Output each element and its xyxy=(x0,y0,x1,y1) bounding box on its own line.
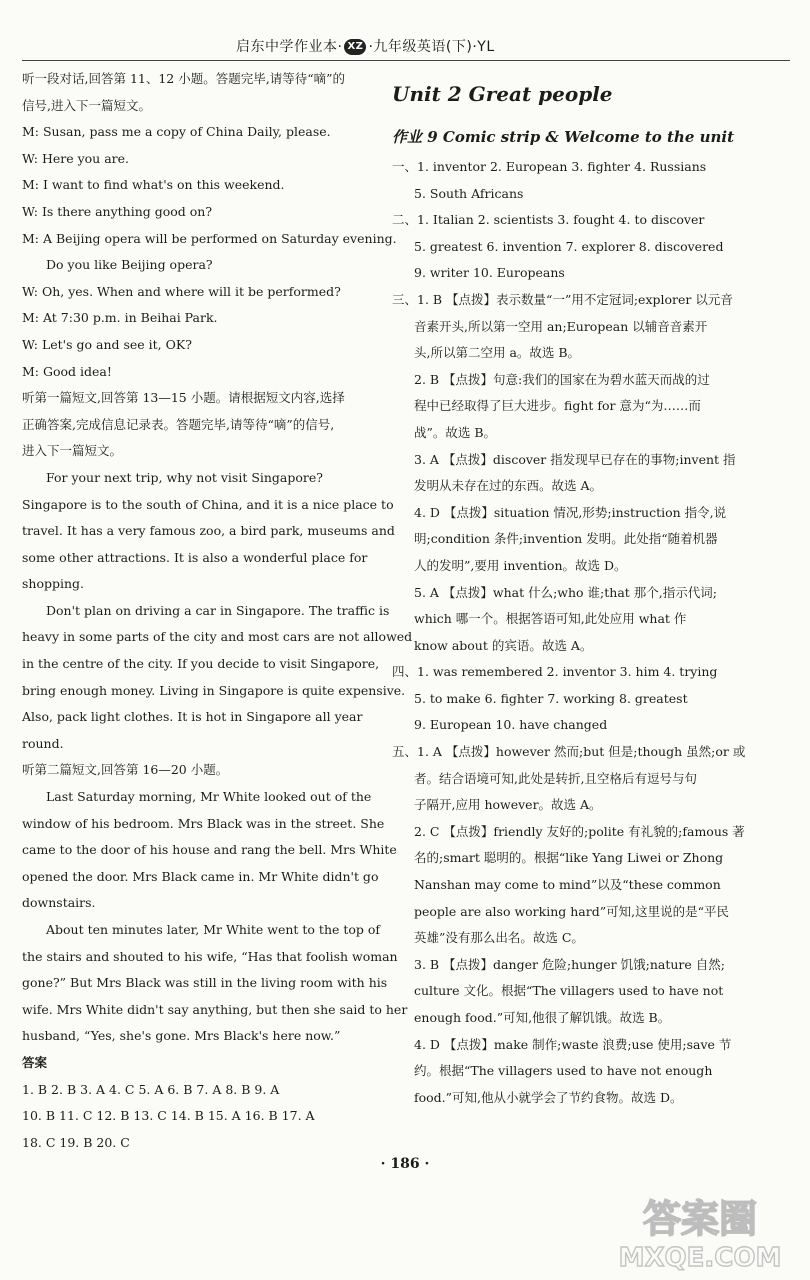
left-column-line: wife. Mrs White didn't say anything, but then she said to her xyxy=(22,1001,408,1017)
left-column-line: 听第二篇短文,回答第 16—20 小题。 xyxy=(22,762,229,778)
header-divider xyxy=(22,60,790,61)
left-column-line: some other attractions. It is also a wonderful place for xyxy=(22,549,368,565)
header-title xyxy=(236,36,495,56)
right-column xyxy=(392,66,764,1111)
answer-line: 三、1. B 【点拨】表示数量“一”用不定冠词;explorer 以元音 xyxy=(392,291,733,307)
left-column-line: W: Oh, yes. When and where will it be performed? xyxy=(22,283,341,299)
answer-line: Nanshan may come to mind”以及“these common xyxy=(414,877,721,893)
answer-line: food.”可知,他从小就学会了节约食物。故选 D。 xyxy=(414,1089,683,1105)
left-column-line: M: Good idea! xyxy=(22,363,112,379)
answer-line: 者。结合语境可知,此处是转折,且空格后有逗号与句 xyxy=(414,770,697,786)
unit-title: Unit 2 Great people xyxy=(392,82,613,106)
left-column-line: 听第一篇短文,回答第 13—15 小题。请根据短文内容,选择 xyxy=(22,390,345,406)
page-header xyxy=(0,36,810,60)
left-column-line: Singapore is to the south of China, and it is a nice place to xyxy=(22,496,394,512)
left-column-line: M: Susan, pass me a copy of China Daily, please. xyxy=(22,124,331,140)
answer-line: 名的;smart 聪明的。根据“like Yang Liwei or Zhong xyxy=(414,850,724,866)
watermark-line2: MXQE.COM xyxy=(618,1243,782,1273)
left-column-line: Last Saturday morning, Mr White looked out of the xyxy=(46,789,372,805)
answer-line: 子隔开,应用 however。故选 A。 xyxy=(414,797,602,813)
left-column-line: W: Let's go and see it, OK? xyxy=(22,336,192,352)
left-column-line: the stairs and shouted to his wife, “Has that foolish woman xyxy=(22,948,398,964)
left-column-line: husband, “Yes, she's gone. Mrs Black's here now.” xyxy=(22,1028,341,1044)
answer-line: 4. D 【点拨】situation 情况,形势;instruction 指令,说 xyxy=(414,504,727,520)
left-column-line: shopping. xyxy=(22,576,85,592)
answer-line: 5. greatest 6. invention 7. explorer 8. discovered xyxy=(414,238,724,254)
answer-line: people are also working hard”可知,这里说的是“平民 xyxy=(414,903,729,919)
series-logo-icon: XZ xyxy=(344,39,366,55)
answer-line: 音素开头,所以第一空用 an;European 以辅音音素开 xyxy=(414,318,708,334)
left-column-line: About ten minutes later, Mr White went to the top of xyxy=(46,922,381,937)
answer-line: 五、1. A 【点拨】however 然而;but 但是;though 虽然;or 或 xyxy=(392,744,746,760)
answer-line: 二、1. Italian 2. scientists 3. fought 4. to discover xyxy=(392,212,705,228)
answer-line: know about 的宾语。故选 A。 xyxy=(414,637,593,653)
lesson-title: 作业 9 Comic strip & Welcome to the unit xyxy=(392,128,735,146)
left-column-line: travel. It has a very famous zoo, a bird park, museums and xyxy=(22,523,395,539)
left-column-line: 进入下一篇短文。 xyxy=(22,443,123,459)
answer-line: 4. D 【点拨】make 制作;waste 浪费;use 使用;save 节 xyxy=(414,1036,732,1052)
answer-line: 人的发明”,要用 invention。故选 D。 xyxy=(414,557,627,573)
answer-line: 一、1. inventor 2. European 3. fighter 4. Russians xyxy=(392,159,707,174)
answer-line: 2. B 【点拨】句意:我们的国家在为碧水蓝天而战的过 xyxy=(414,371,710,387)
answer-line: culture 文化。根据“The villagers used to have not xyxy=(414,983,724,999)
answer-line: 5. A 【点拨】what 什么;who 谁;that 那个,指示代词; xyxy=(414,584,717,600)
left-column-line: 听一段对话,回答第 11、12 小题。答题完毕,请等待“嘀”的 xyxy=(22,71,345,86)
answer-line: 程中已经取得了巨大进步。fight for 意为“为……而 xyxy=(414,398,701,414)
answer-line: 9. European 10. have changed xyxy=(414,717,608,733)
answer-line: 明;condition 条件;invention 发明。此处指“随着机器 xyxy=(414,531,718,547)
answer-line: 四、1. was remembered 2. inventor 3. him 4. trying xyxy=(392,664,718,680)
answer-line: 3. A 【点拨】discover 指发现早已存在的事物;invent 指 xyxy=(414,451,736,467)
answer-line: 约。根据“The villagers used to have not enough xyxy=(414,1063,713,1079)
left-column-line: For your next trip, why not visit Singapore? xyxy=(46,469,323,485)
left-column-line: opened the door. Mrs Black came in. Mr White didn't go xyxy=(22,868,379,884)
answer-line: 英雄”没有那么出名。故选 C。 xyxy=(414,930,584,946)
left-column-line: 18. C 19. B 20. C xyxy=(22,1134,130,1150)
left-column-line: M: A Beijing opera will be performed on Saturday evening. xyxy=(22,230,397,246)
left-column-line: heavy in some parts of the city and most cars are not allowed xyxy=(22,629,413,645)
left-column-line: bring enough money. Living in Singapore is quite expensive. xyxy=(22,682,406,698)
page-number: · 186 · xyxy=(380,1156,430,1172)
left-column-line: downstairs. xyxy=(22,895,96,911)
answer-line: 头,所以第二空用 a。故选 B。 xyxy=(414,345,581,361)
answer-line: 9. writer 10. Europeans xyxy=(414,265,565,281)
left-column-line: round. xyxy=(22,735,64,751)
left-column xyxy=(22,66,413,1156)
answer-line: enough food.”可知,他很了解饥饿。故选 B。 xyxy=(414,1010,671,1025)
watermark-logo xyxy=(600,1190,790,1273)
left-column-line: 10. B 11. C 12. B 13. C 14. B 15. A 16. B 17. A xyxy=(22,1108,315,1124)
watermark-line1: 答案圈 xyxy=(642,1197,758,1241)
left-column-line: W: Here you are. xyxy=(22,150,130,166)
left-column-line: window of his bedroom. Mrs Black was in the street. She xyxy=(22,815,385,831)
header-title-left: 启东中学作业本· xyxy=(236,39,343,55)
left-column-line: gone?” But Mrs Black was still in the living room with his xyxy=(22,975,388,991)
left-column-line: M: At 7:30 p.m. in Beihai Park. xyxy=(22,310,218,326)
left-column-line: 1. B 2. B 3. A 4. C 5. A 6. B 7. A 8. B 9. A xyxy=(22,1081,280,1097)
answer-line: 5. to make 6. fighter 7. working 8. greatest xyxy=(414,690,688,706)
left-column-line: 正确答案,完成信息记录表。答题完毕,请等待“嘀”的信号, xyxy=(22,416,335,432)
answer-line: 发明从未存在过的东西。故选 A。 xyxy=(414,478,603,494)
left-column-line: Don't plan on driving a car in Singapore. The traffic is xyxy=(46,602,390,618)
left-column-line: Also, pack light clothes. It is hot in Singapore all year xyxy=(22,709,363,725)
answer-line: 2. C 【点拨】friendly 友好的;polite 有礼貌的;famous 著 xyxy=(414,823,745,839)
left-column-line: W: Is there anything good on? xyxy=(22,203,213,219)
left-column-line: Do you like Beijing opera? xyxy=(46,257,213,273)
answer-line: 战”。故选 B。 xyxy=(414,424,497,440)
header-title-right: ·九年级英语(下)·YL xyxy=(368,39,495,55)
left-column-line: came to the door of his house and rang the bell. Mrs White xyxy=(22,842,397,858)
answer-line: which 哪一个。根据答语可知,此处应用 what 作 xyxy=(414,611,687,627)
left-column-line: in the centre of the city. If you decide to visit Singapore, xyxy=(22,656,380,672)
answer-line: 3. B 【点拨】danger 危险;hunger 饥饿;nature 自然; xyxy=(414,956,725,972)
left-column-line: 信号,进入下一篇短文。 xyxy=(22,97,151,113)
answer-list xyxy=(392,154,764,1111)
left-column-line: 答案 xyxy=(22,1054,48,1070)
answer-line: 5. South Africans xyxy=(414,185,524,201)
left-column-line: M: I want to find what's on this weekend. xyxy=(22,177,285,193)
